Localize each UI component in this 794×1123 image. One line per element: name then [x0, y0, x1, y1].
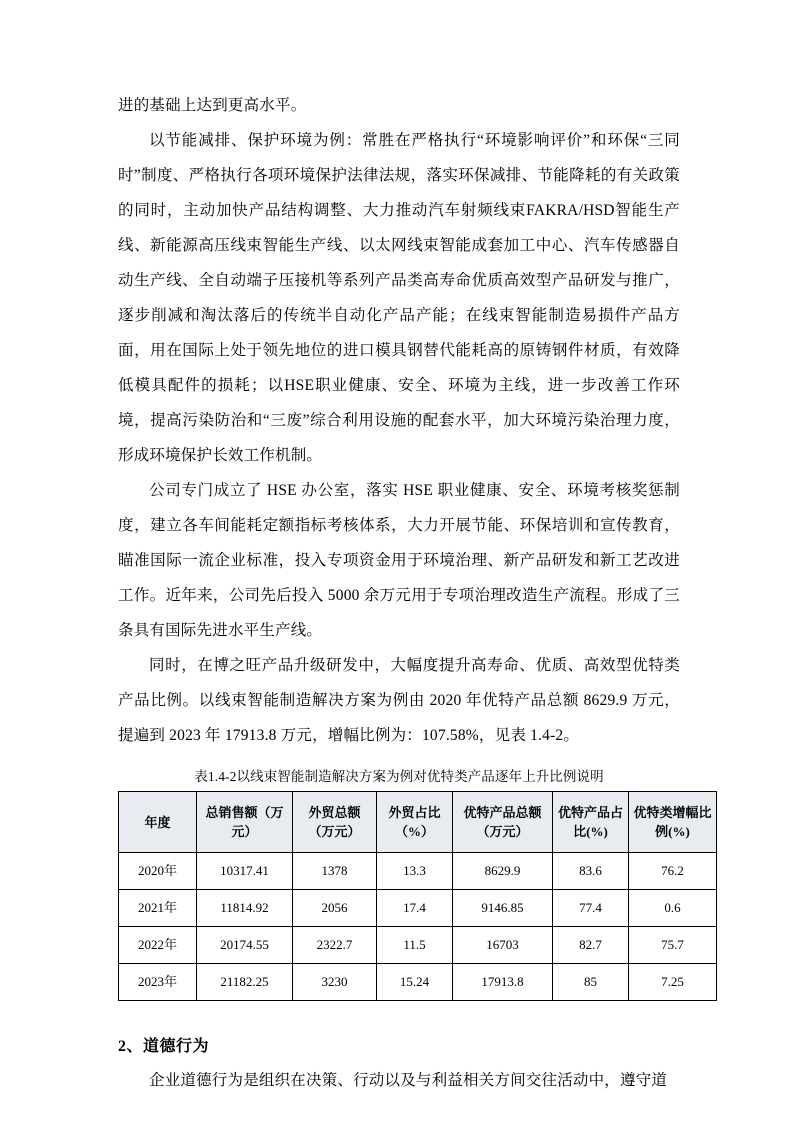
table-header-row — [119, 792, 717, 853]
table-row — [119, 927, 717, 964]
cell-year: 2020年 — [119, 853, 197, 890]
cell-year: 2021年 — [119, 890, 197, 927]
cell-special-growth-ratio: 0.6 — [629, 890, 717, 927]
cell-special-growth-ratio: 7.25 — [629, 964, 717, 1001]
cell-special-growth-ratio: 75.7 — [629, 927, 717, 964]
cell-total-sales: 20174.55 — [197, 927, 293, 964]
special-products-table — [118, 791, 717, 1001]
cell-special-growth-ratio: 76.2 — [629, 853, 717, 890]
cell-special-product-total: 17913.8 — [453, 964, 553, 1001]
cell-foreign-trade-total: 2056 — [293, 890, 377, 927]
column-header-foreign-trade-total: 外贸总额（万元） — [293, 792, 377, 853]
table-row — [119, 890, 717, 927]
paragraph-moral-behavior: 企业道德行为是组织在决策、行动以及与利益相关方间交往活动中，遵守道 — [149, 1072, 668, 1089]
table-row — [119, 853, 717, 890]
column-header-foreign-trade-ratio: 外贸占比（%） — [377, 792, 453, 853]
paragraph-energy-saving: 以节能减排、保护环境为例：常胜在严格执行“环境影响评价”和环保“三同时”制度、严格执行各项环境保护法律法规，落实环保减排、节能降耗的有关政策的同时，主动加快产品结构调整、大力推动汽车射频线束FAKRA/HSD智能生产线、新能源高压线束智能生产线、以太网线束智能成套加工中心、汽车传感器自动生产线、全自动端子压接机等系列产品类高寿命优质高效型产品研发与推广，逐步削减和淘汰落后的传统半自动化产品产能；在线束智能制造易损件产品方面，用在国际上处于领先地位的进口模具钢替代能耗高的原铸钢件材质，有效降低模具配件的损耗；以HSE职业健康、安全、环境为主线，进一步改善工作环境，提高污染防治和“三废”综合利用设施的配套水平，加大环境污染治理力度，形成环境保护长效工作机制。 — [118, 132, 680, 464]
cell-foreign-trade-ratio: 11.5 — [377, 927, 453, 964]
table-row — [119, 964, 717, 1001]
table-caption: 表1.4-2以线束智能制造解决方案为例对优特类产品逐年上升比例说明 — [194, 769, 604, 784]
paragraph-continuation: 进的基础上达到更高水平。 — [118, 97, 307, 114]
cell-special-product-ratio: 77.4 — [553, 890, 629, 927]
column-header-special-product-ratio: 优特产品占比(%) — [553, 792, 629, 853]
cell-foreign-trade-ratio: 17.4 — [377, 890, 453, 927]
cell-total-sales: 11814.92 — [197, 890, 293, 927]
column-header-special-product-total: 优特产品总额（万元） — [453, 792, 553, 853]
column-header-total-sales: 总销售额（万元） — [197, 792, 293, 853]
document-body — [118, 88, 712, 1098]
column-header-year: 年度 — [119, 792, 197, 853]
cell-special-product-ratio: 83.6 — [553, 853, 629, 890]
cell-special-product-ratio: 82.7 — [553, 927, 629, 964]
cell-year: 2022年 — [119, 927, 197, 964]
cell-special-product-ratio: 85 — [553, 964, 629, 1001]
cell-foreign-trade-total: 1378 — [293, 853, 377, 890]
cell-foreign-trade-total: 3230 — [293, 964, 377, 1001]
section-heading-moral-behavior: 2、道德行为 — [118, 1038, 210, 1055]
cell-foreign-trade-total: 2322.7 — [293, 927, 377, 964]
cell-total-sales: 21182.25 — [197, 964, 293, 1001]
cell-special-product-total: 16703 — [453, 927, 553, 964]
paragraph-hse-office: 公司专门成立了 HSE 办公室，落实 HSE 职业健康、安全、环境考核奖惩制度，建立各车间能耗定额指标考核体系，大力开展节能、环保培训和宣传教育，瞄准国际一流企业标准，投入专项资金用于环境治理、新产品研发和新工艺改进工作。近年来，公司先后投入 5000 余万元用于专项治理改造生产流程。形成了三条具有国际先进水平生产线。 — [118, 482, 680, 639]
cell-special-product-total: 8629.9 — [453, 853, 553, 890]
cell-total-sales: 10317.41 — [197, 853, 293, 890]
cell-foreign-trade-ratio: 13.3 — [377, 853, 453, 890]
cell-foreign-trade-ratio: 15.24 — [377, 964, 453, 1001]
column-header-special-growth-ratio: 优特类增幅比例(%) — [629, 792, 717, 853]
cell-special-product-total: 9146.85 — [453, 890, 553, 927]
cell-year: 2023年 — [119, 964, 197, 1001]
paragraph-product-upgrade: 同时，在博之旺产品升级研发中，大幅度提升高寿命、优质、高效型优特类产品比例。以线束智能制造解决方案为例由 2020 年优特产品总额 8629.9 万元，提遍到 2023 年 17913.8 万元，增幅比例为：107.58%，见表 1.4-2。 — [118, 657, 680, 744]
